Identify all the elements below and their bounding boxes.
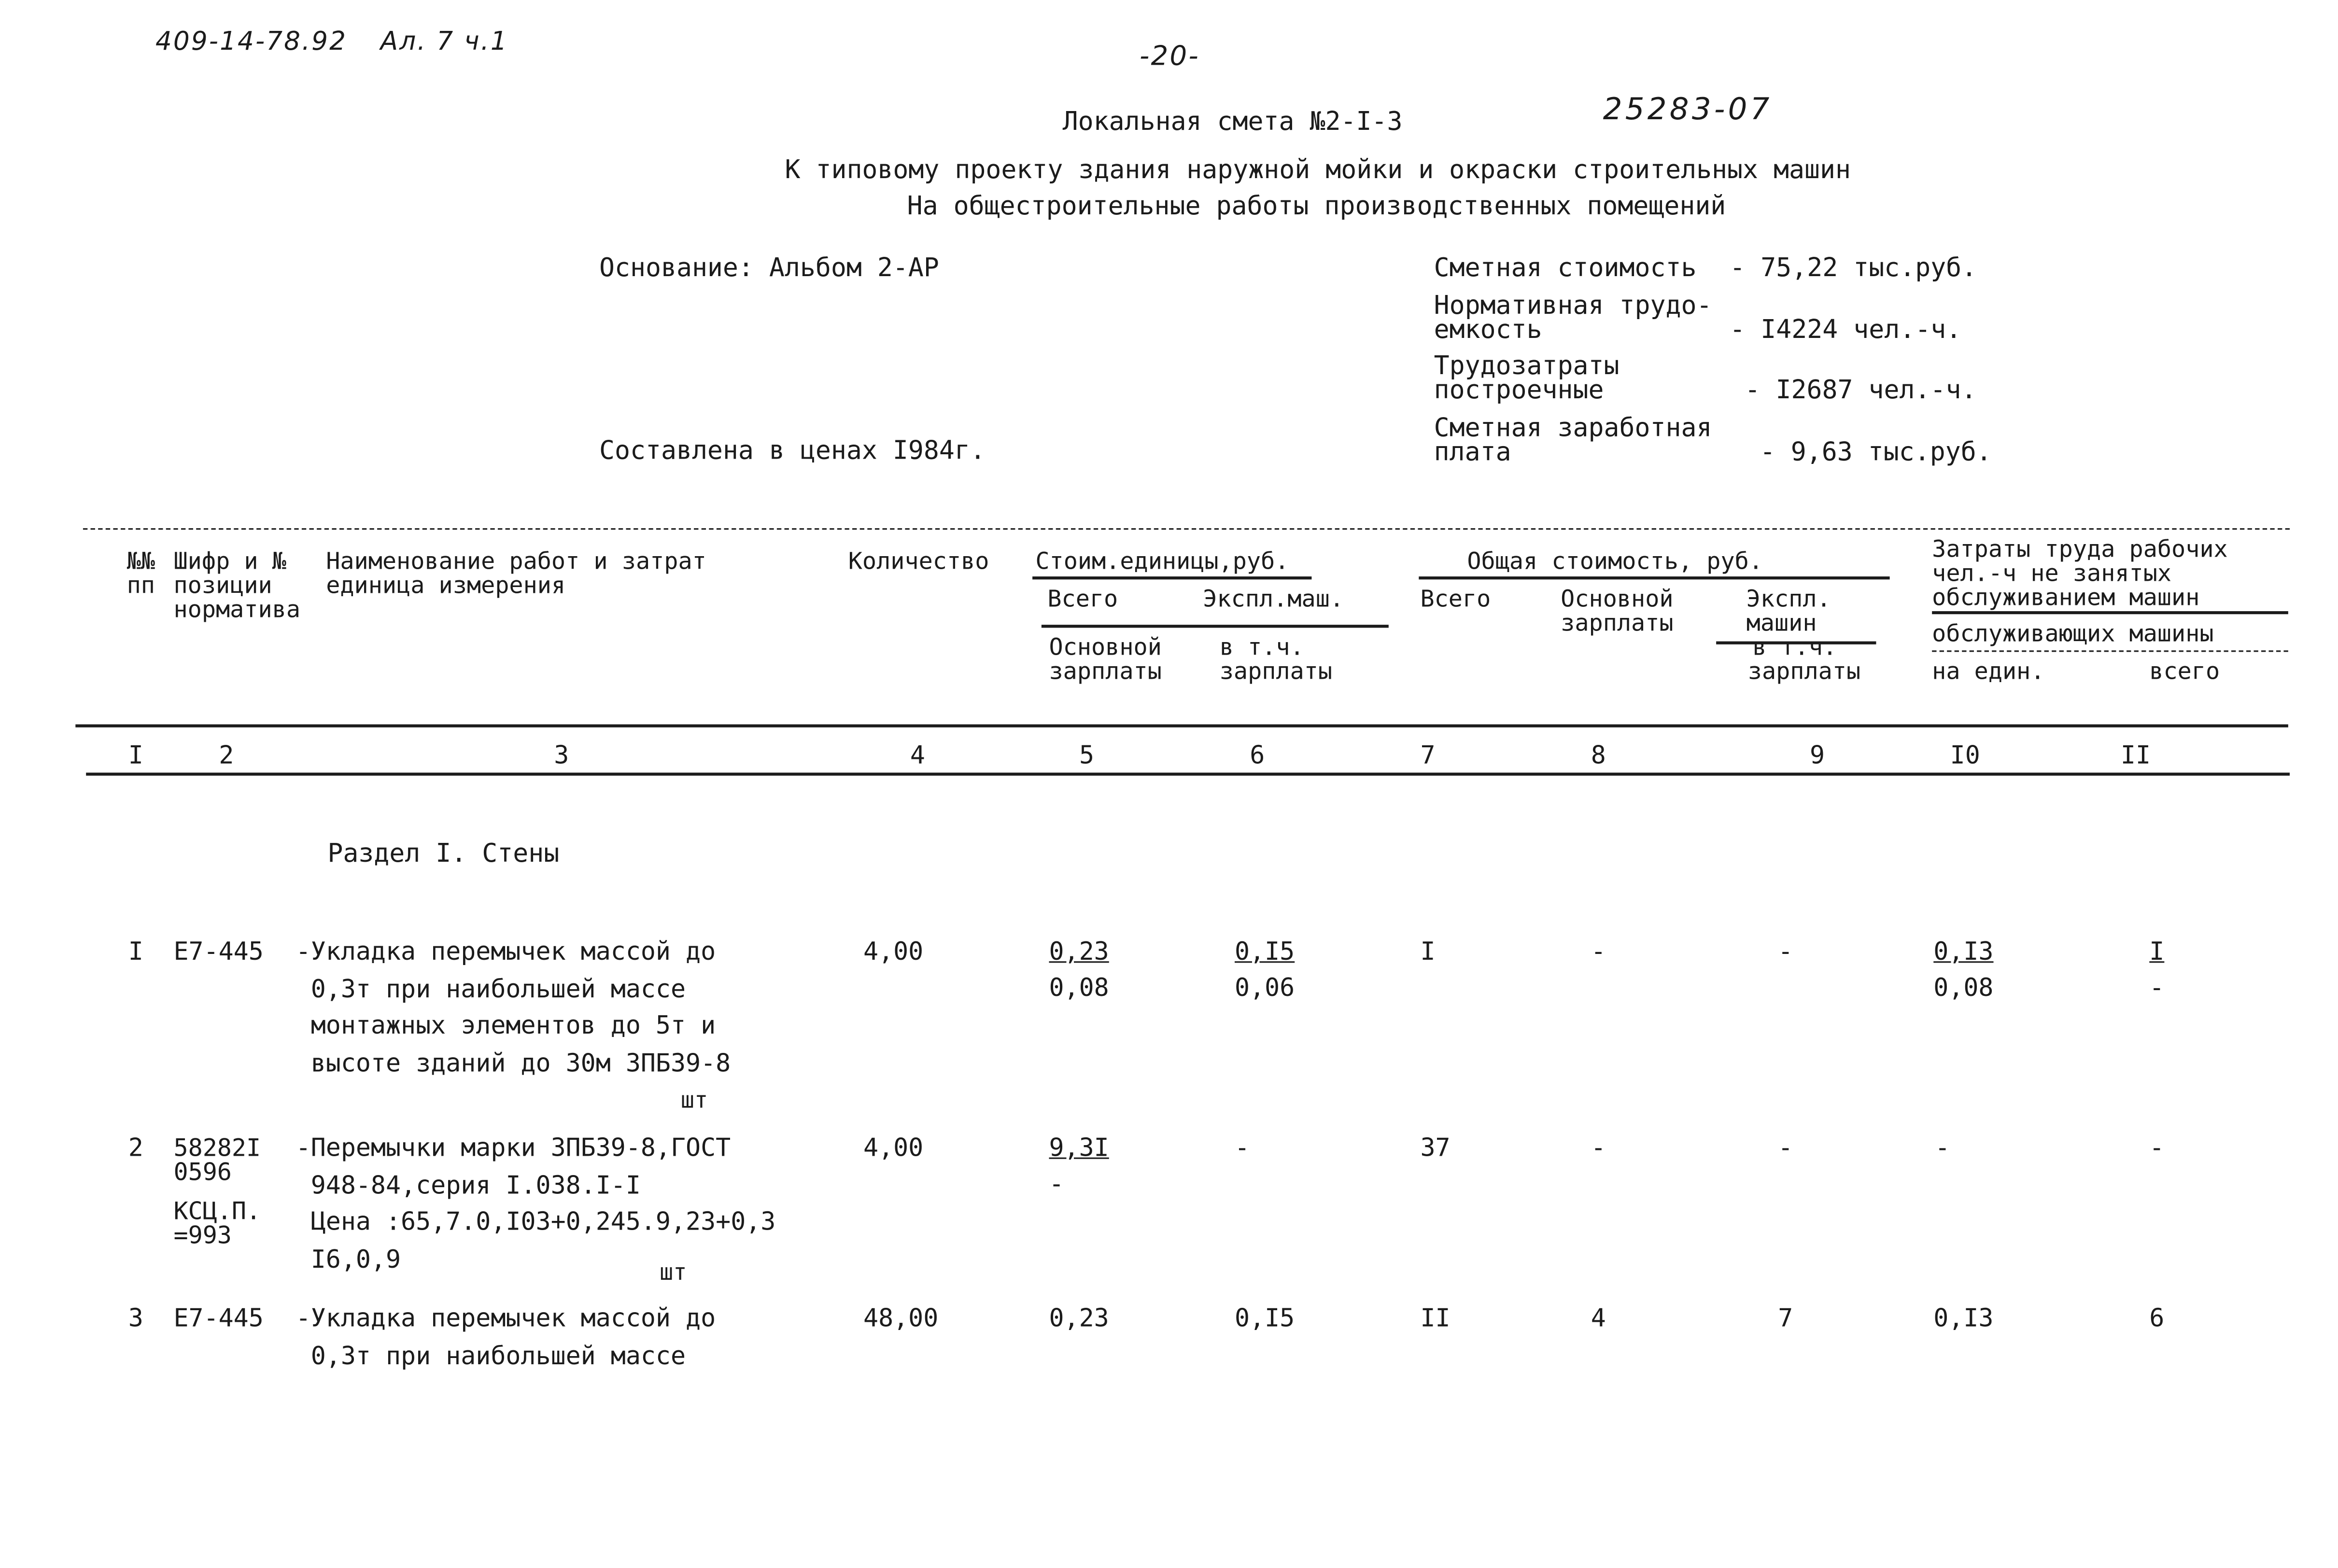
site-value: - I2687 чел.-ч. <box>1745 376 1977 406</box>
column-number: 6 <box>1250 741 1265 770</box>
row-total-mach: - <box>1778 937 1793 966</box>
column-number: 5 <box>1079 741 1095 770</box>
header-labor-total: всего <box>2149 658 2220 686</box>
labor-label-2: емкость <box>1434 315 1542 346</box>
header-labor-sub: обслуживающих машины <box>1932 620 2214 648</box>
header-unit-cost: Стоим.единицы,руб. <box>1035 547 1289 575</box>
row-total: II <box>1420 1303 1451 1333</box>
row-labor-unit: - <box>1935 1133 1950 1162</box>
stamp-number: 25283-07 <box>1603 90 1773 127</box>
header-total-wage: Основной зарплаты <box>1561 585 1674 637</box>
unit-cost-rule <box>1032 576 1311 579</box>
row-unit: шт <box>660 1259 687 1286</box>
header-col-name: Наименование работ и затрат единица измерения <box>326 547 706 599</box>
wage-value: - 9,63 тыс.руб. <box>1760 437 1992 468</box>
table-top-rule <box>83 528 2290 530</box>
labor-rule-1 <box>1932 611 2288 614</box>
column-number: 7 <box>1420 741 1436 770</box>
header-unit-total: Всего <box>1047 585 1118 613</box>
row-unit-mach-wage: 0,06 <box>1234 973 1295 1002</box>
album-ref: Ал. 7 ч.1 <box>380 27 508 57</box>
labor-label-1: Нормативная трудо- <box>1434 291 1712 322</box>
header-total-mach-wage-1: в т.ч. <box>1752 633 1837 661</box>
row-unit-total: 9,3I <box>1049 1133 1109 1162</box>
column-number: I0 <box>1950 741 1980 770</box>
row-labor-total-2: - <box>2149 973 2165 1002</box>
row-total-mach: - <box>1778 1133 1793 1162</box>
column-number: 2 <box>219 741 234 770</box>
row-total-wage: 4 <box>1591 1303 1606 1333</box>
column-number-rule <box>86 772 2290 775</box>
section-title: Раздел I. Стены <box>327 839 560 869</box>
header-labor: Затраты труда рабочих чел.-ч не занятых обслуживанием машин <box>1932 535 2228 611</box>
header-col-code: Шифр и № позиции норматива <box>173 547 301 623</box>
row-labor-unit: 0,I3 <box>1933 1303 1994 1333</box>
row-labor-total: I <box>2149 937 2165 966</box>
column-number: 3 <box>554 741 569 770</box>
header-labor-unit: на един. <box>1932 658 2045 686</box>
header-col-no: №№ пп <box>127 547 155 599</box>
row-unit-mach: 0,I5 <box>1234 937 1295 966</box>
document-title: Локальная смета №2-I-3 <box>1062 107 1403 138</box>
row-labor-total: - <box>2149 1133 2165 1162</box>
column-number: 4 <box>910 741 925 770</box>
header-bottom-rule <box>75 724 2288 727</box>
site-label-2: построечные <box>1434 376 1604 406</box>
row-unit-total: 0,23 <box>1049 937 1109 966</box>
row-unit: шт <box>680 1086 708 1114</box>
document-subtitle-2: На общестроительные работы производственных помещений <box>907 191 1726 222</box>
row-name: -Укладка перемычек массой до 0,3т при наибольшей массе монтажных элементов до 5т и высоте зданий до 30м 3ПБ39-8 <box>296 937 731 1077</box>
row-name: -Укладка перемычек массой до 0,3т при наибольшей массе <box>296 1303 716 1370</box>
cost-label: Сметная стоимость <box>1434 253 1697 284</box>
document-subtitle-1: К типовому проекту здания наружной мойки и окраски строительных машин <box>785 155 1851 186</box>
column-number: 8 <box>1591 741 1606 770</box>
row-total: 37 <box>1420 1133 1451 1162</box>
row-qty: 4,00 <box>863 937 924 966</box>
header-unit-mach-wage: в т.ч. зарплаты <box>1219 633 1333 686</box>
header-total-mach-wage-2: зарплаты <box>1747 658 1861 686</box>
total-cost-rule <box>1419 576 1889 579</box>
prices-note: Составлена в ценах I984г. <box>599 436 986 466</box>
unit-cost-rule-2 <box>1042 625 1389 627</box>
row-code: Е7-445 <box>173 1303 264 1333</box>
row-unit-total: 0,23 <box>1049 1303 1109 1333</box>
row-unit-mach: - <box>1234 1133 1250 1162</box>
header-total-all: Всего <box>1420 585 1491 613</box>
header-unit-mach: Экспл.маш. <box>1203 585 1344 613</box>
row-total-wage: - <box>1591 937 1606 966</box>
row-labor-unit-2: 0,08 <box>1933 973 1994 1002</box>
row-number: 3 <box>128 1303 143 1333</box>
header-total-cost: Общая стоимость, руб. <box>1467 547 1763 575</box>
cost-value: - 75,22 тыс.руб. <box>1730 253 1977 284</box>
site-label-1: Трудозатраты <box>1434 351 1620 382</box>
row-number: 2 <box>128 1133 143 1162</box>
wage-label-2: плата <box>1434 437 1511 468</box>
labor-rule-2 <box>1932 650 2288 652</box>
row-unit-wage: - <box>1049 1169 1064 1198</box>
row-unit-mach: 0,I5 <box>1234 1303 1295 1333</box>
wage-label-1: Сметная заработная <box>1434 413 1712 444</box>
column-number: II <box>2120 741 2151 770</box>
row-name: -Перемычки марки 3ПБ39-8,ГОСТ 948-84,серия I.038.I-I Цена :65,7.0,I03+0,245.9,23+0,3 I6,0,9 <box>296 1133 776 1273</box>
header-total-mach: Экспл. машин <box>1746 585 1831 637</box>
row-code-price: КСЦ.П. =993 <box>173 1196 261 1250</box>
row-qty: 4,00 <box>863 1133 924 1162</box>
page-number: -20- <box>1140 41 1200 73</box>
row-total-wage: - <box>1591 1133 1606 1162</box>
row-total: I <box>1420 937 1436 966</box>
row-labor-unit: 0,I3 <box>1933 937 1994 966</box>
row-code: Е7-445 <box>173 937 264 966</box>
header-col-qty: Количество <box>848 547 989 575</box>
column-number: 9 <box>1809 741 1825 770</box>
row-unit-wage: 0,08 <box>1049 973 1109 1002</box>
row-labor-total: 6 <box>2149 1303 2165 1333</box>
row-total-mach: 7 <box>1778 1303 1793 1333</box>
row-number: I <box>128 937 143 966</box>
row-code: 58282I 0596 <box>173 1133 261 1186</box>
doc-code: 409-14-78.92 <box>155 27 348 57</box>
header-unit-wage: Основной зарплаты <box>1049 633 1162 686</box>
basis-note: Основание: Альбом 2-АР <box>599 253 939 284</box>
labor-value: - I4224 чел.-ч. <box>1730 315 1962 346</box>
row-qty: 48,00 <box>863 1303 939 1333</box>
column-number: I <box>128 741 143 770</box>
